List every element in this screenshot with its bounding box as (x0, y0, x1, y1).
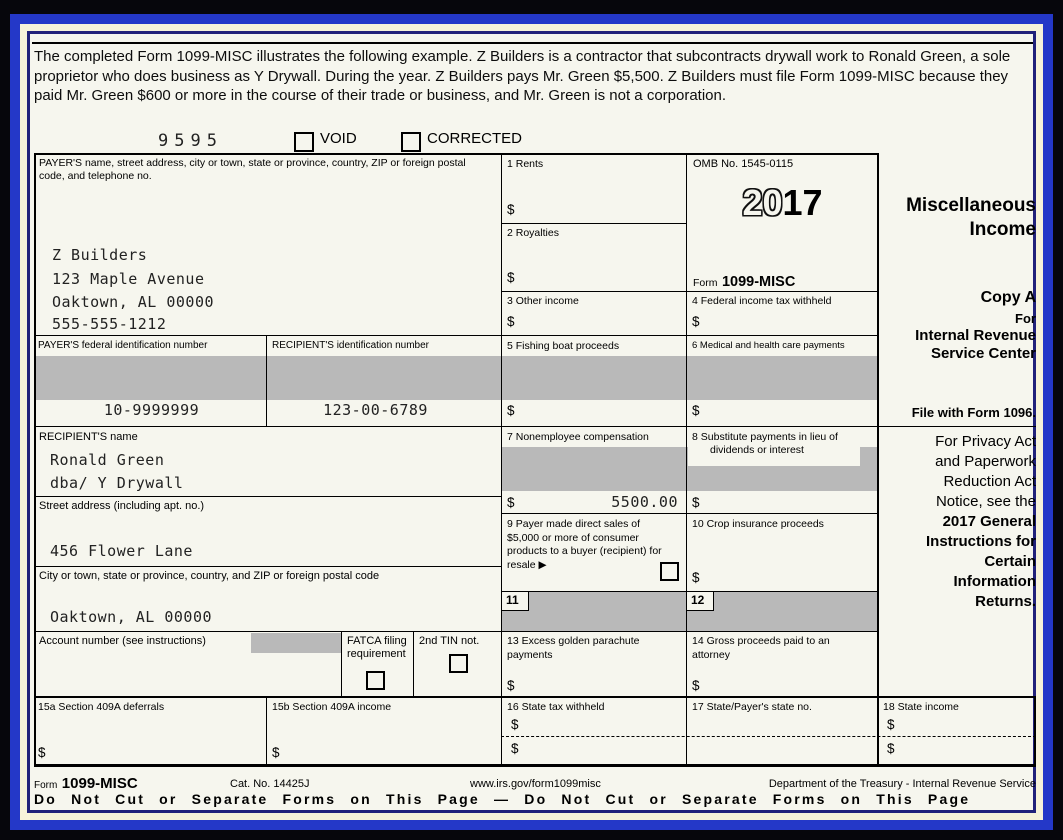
recipient-id-label: RECIPIENT'S identification number (272, 340, 429, 351)
intro-paragraph: The completed Form 1099-MISC illustrates the following example. Z Builders is a contractor that subcontracts drywall work to Ronald Green, a sole proprietor who does business as Y Drywall. During the year. Z Builders pays Mr. Green $5,500. Z Builders must file Form 1099-MISC because they paid Mr. Green $600 or more in the course of their trade or business, and Mr. Green is not a corporation. (34, 48, 1011, 104)
omb-number: OMB No. 1545-0115 (693, 158, 794, 170)
box12-number: 12 (691, 593, 705, 607)
corrected-checkbox[interactable] (401, 132, 421, 152)
box12-tag (687, 592, 714, 611)
box2-dollar[interactable]: $ (507, 270, 515, 285)
box15a-dollar[interactable]: $ (38, 745, 46, 760)
box3-dollar[interactable]: $ (507, 314, 515, 329)
irs-url[interactable]: www.irs.gov/form1099misc (470, 778, 601, 790)
table-line (34, 426, 1036, 427)
form-page (27, 31, 1036, 813)
do-not-cut-banner: Do Not Cut or Separate Forms on This Page — Do Not Cut or Separate Forms on This Page (34, 791, 971, 807)
table-line (341, 631, 342, 696)
box8-label-line1: 8 Substitute payments in lieu of (692, 431, 838, 443)
box5-label: 5 Fishing boat proceeds (507, 340, 620, 352)
table-bottom-line (34, 764, 1036, 767)
year-bold: 17 (782, 182, 823, 223)
title-line: Income (969, 219, 1036, 240)
table-line (34, 153, 36, 764)
fatca-checkbox[interactable] (366, 671, 385, 690)
street-value[interactable]: 456 Flower Lane (50, 542, 193, 560)
box14-dollar[interactable]: $ (692, 678, 700, 693)
table-line (686, 153, 687, 764)
table-line (501, 513, 877, 514)
table-line (34, 631, 877, 632)
form-code: 9595 (158, 131, 223, 151)
payer-street-value[interactable]: 123 Maple Avenue (52, 270, 205, 288)
box5-dollar[interactable]: $ (507, 403, 515, 418)
payer-id-label: PAYER'S federal identification number (38, 340, 208, 351)
box18-dollar-1[interactable]: $ (887, 717, 895, 732)
box7-value[interactable]: 5500.00 (611, 493, 678, 511)
void-checkbox[interactable] (294, 132, 314, 152)
table-line (34, 335, 877, 336)
box16-label: 16 State tax withheld (507, 701, 605, 713)
box1-label: 1 Rents (507, 158, 544, 170)
table-line (501, 291, 877, 292)
account-number-label: Account number (see instructions) (39, 635, 206, 647)
box8-dollar[interactable]: $ (692, 495, 700, 510)
box6-dollar[interactable]: $ (692, 403, 700, 418)
box13-dollar[interactable]: $ (507, 678, 515, 693)
box7-label: 7 Nonemployee compensation (507, 431, 649, 443)
table-line (34, 153, 879, 155)
box2-label: 2 Royalties (507, 227, 559, 239)
table-line (501, 153, 502, 764)
direct-sales-checkbox[interactable] (660, 562, 679, 581)
catalog-number: Cat. No. 14425J (230, 778, 310, 790)
year-outline: 20 (742, 182, 783, 223)
box10-dollar[interactable]: $ (692, 570, 700, 585)
box14-label: 14 Gross proceeds paid to an attorney (692, 635, 830, 661)
box8-label-line2: dividends or interest (710, 444, 804, 456)
box11-number: 11 (506, 593, 519, 607)
box18-label: 18 State income (883, 701, 959, 713)
box7-shading (501, 447, 686, 491)
table-line (1034, 696, 1036, 764)
table-line (266, 335, 267, 426)
box18-dollar-2[interactable]: $ (887, 741, 895, 756)
second-tin-checkbox[interactable] (449, 654, 468, 673)
box9-label: 9 Payer made direct sales of $5,000 or more of consumer products to a buyer (recipient) for resale ▶ (507, 518, 662, 571)
state-row-dashed-line (501, 736, 1036, 737)
box3-label: 3 Other income (507, 295, 579, 307)
second-tin-label: 2nd TIN not. (419, 635, 480, 647)
recipient-dba-value[interactable]: dba/ Y Drywall (50, 474, 184, 492)
copy-a-for: For (1015, 311, 1036, 326)
payer-name-value[interactable]: Z Builders (52, 246, 148, 264)
copy-a-label: Copy A (980, 289, 1036, 306)
box6-label: 6 Medical and health care payments (692, 340, 845, 351)
void-label: VOID (320, 130, 357, 147)
city-value[interactable]: Oaktown, AL 00000 (50, 608, 213, 626)
street-label: Street address (including apt. no.) (39, 500, 205, 512)
table-line (34, 696, 1036, 698)
recipient-id-value[interactable]: 123-00-6789 (323, 401, 428, 419)
box1-dollar[interactable]: $ (507, 202, 515, 217)
box16-dollar-1[interactable]: $ (511, 717, 519, 732)
table-line (413, 631, 414, 696)
recipient-name-value[interactable]: Ronald Green (50, 451, 165, 469)
box4-label: 4 Federal income tax withheld (692, 295, 832, 307)
treasury-label: Department of the Treasury - Internal Revenue Service (768, 778, 1036, 790)
box17-label: 17 State/Payer's state no. (692, 701, 812, 713)
box15a-label: 15a Section 409A deferrals (38, 701, 165, 713)
form-word: Form (693, 277, 718, 289)
file-with-form-1096: File with Form 1096. (911, 405, 1036, 420)
payer-id-value[interactable]: 10-9999999 (103, 401, 200, 419)
recipient-name-label: RECIPIENT'S name (39, 431, 138, 443)
corrected-label: CORRECTED (427, 130, 523, 147)
footer-form-number: 1099-MISC (61, 775, 138, 792)
payer-city-value[interactable]: Oaktown, AL 00000 (52, 293, 215, 311)
payer-box-label: PAYER'S name, street address, city or town, state or province, country, ZIP or foreign postal code, and telephone no. (39, 157, 466, 182)
box8-label-tag (688, 428, 860, 466)
box11-tag (502, 592, 529, 611)
title-line: Miscellaneous (906, 195, 1036, 216)
table-line (501, 223, 686, 224)
box7-dollar[interactable]: $ (507, 495, 515, 510)
box4-dollar[interactable]: $ (692, 314, 700, 329)
copy-a-service-center: Service Center (930, 345, 1036, 362)
box15b-dollar[interactable]: $ (272, 745, 280, 760)
city-label: City or town, state or province, country, and ZIP or foreign postal code (39, 570, 380, 582)
box15b-label: 15b Section 409A income (272, 701, 392, 713)
box16-dollar-2[interactable]: $ (511, 741, 519, 756)
fatca-label: FATCA filing requirement (347, 635, 407, 660)
top-rule (32, 42, 1033, 44)
box10-label: 10 Crop insurance proceeds (692, 518, 824, 530)
privacy-act-notice: For Privacy Act and Paperwork Reduction Act Notice, see the 2017 General Instructions for Certain Information Returns. (925, 433, 1036, 610)
id-row-shading (34, 356, 877, 400)
table-line (34, 566, 501, 567)
payer-phone-value[interactable]: 555-555-1212 (52, 315, 167, 333)
table-line (34, 496, 501, 497)
account-shading (251, 633, 341, 653)
copy-a-irs: Internal Revenue (915, 327, 1036, 344)
form-number: 1099-MISC (721, 274, 796, 290)
box13-label: 13 Excess golden parachute payments (507, 635, 640, 661)
table-line (501, 591, 877, 592)
footer-form-word: Form (34, 780, 58, 791)
table-line (266, 696, 267, 764)
